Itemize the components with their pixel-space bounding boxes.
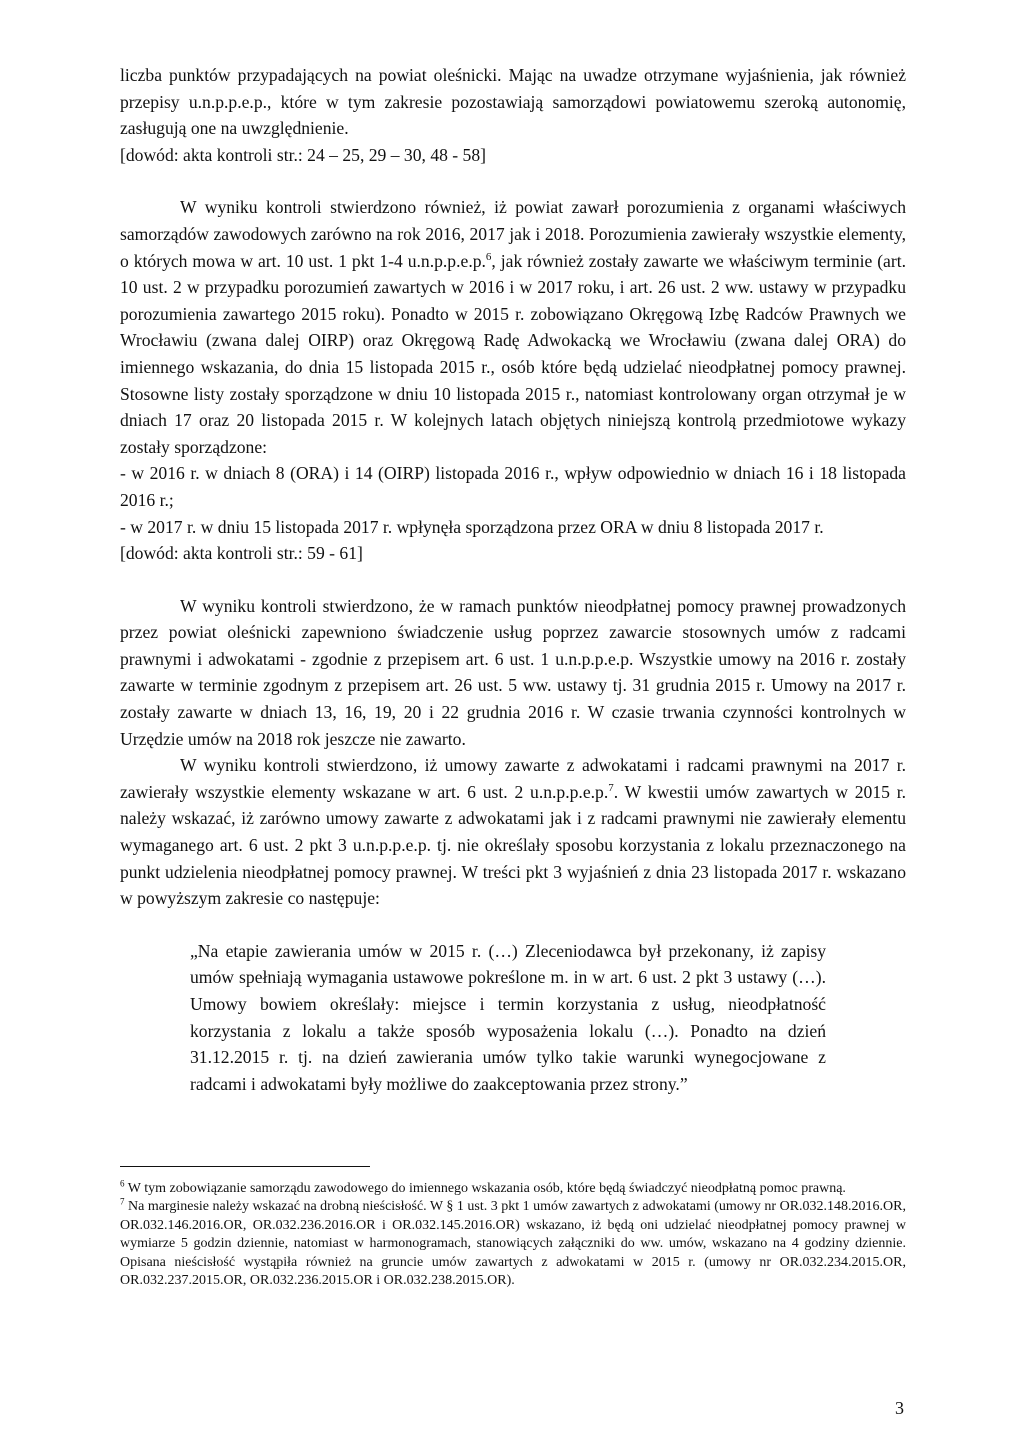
footnote-text: W tym zobowiązanie samorządu zawodowego do imiennego wskazania osób, które będą świadczyć nieodpłatną pomoc prawną. — [124, 1181, 846, 1196]
paragraph-text: , jak również zostały zawarte we właściwym terminie (art. 10 ust. 2 w przypadku porozumień zawartych w 2016 i w 2017 roku, i art. 26 ust. 2 ww. ustawy w przypadku porozumienia zawartego 2015 roku). Ponadto w 2015 r. zobowiązano Okręgową Izbę Radców Prawnych we Wrocławiu (zwana dalej OIRP) oraz Okręgową Radę Adwokacką we Wrocławiu (zwana dalej ORA) do imiennego wskazania, do dnia 15 listopada 2015 r., osób które będą udzielać nieodpłatnej pomocy prawnej. Stosowne listy zostały sporządzone w dniu 10 listopada 2015 r., natomiast kontrolowany organ otrzymał je w dniach 17 oraz 20 listopada 2015 r. W kolejnych latach objętych niniejszą kontrolą przedmiotowe wykazy zostały sporządzone: — [120, 250, 907, 457]
paragraph-contract-elements — [120, 752, 906, 912]
paragraph-text: . W kwestii umów zawartych w 2015 r. należy wskazać, iż zarówno umowy zawarte z adwokatami jak i z radcami prawnymi nie zawierały elementu wymaganego art. 6 ust. 2 pkt 3 u.n.p.p.e.p. tj. nie określały sposobu korzystania z lokalu przeznaczonego na punkt udzielenia nieodpłatnej pomocy prawnej. W treści pkt 3 wyjaśnień z dnia 23 listopada 2017 r. wskazano w powyższym zakresie co następuje: — [120, 781, 906, 909]
block-quote: „Na etapie zawierania umów w 2015 r. (…) Zleceniodawca był przekonany, iż zapisy umów spełniają wymagania ustawowe pokreślone m. in w art. 6 ust. 2 pkt 3 ustawy (…). Umowy bowiem określały: miejsce i termin korzystania z usług, nieodpłatność korzystania z lokalu a także sposób wyposażenia lokalu (…). Ponadto na dzień 31.12.2015 r. tj. na dzień zawierania umów tylko takie warunki wynegocjowane z radcami i adwokatami były możliwe do zaakceptowania przez strony.” — [190, 940, 826, 1094]
paragraph-continuation: liczba punktów przypadających na powiat oleśnicki. Mając na uwadze otrzymane wyjaśnienia, jak również przepisy u.n.p.p.e.p., które w tym zakresie pozostawiają samorządowi powiatowemu szeroką autonomię, zasługują one na uwzględnienie. — [120, 65, 906, 139]
footnotes — [120, 1180, 906, 1290]
footnote-separator — [120, 1166, 370, 1167]
paragraph-gap — [120, 168, 906, 194]
page-number: 3 — [895, 1398, 904, 1418]
footnote-text: Na marginesie należy wskazać na drobną nieścisłość. W § 1 ust. 3 pkt 1 umów zawartych z adwokatami (umowy nr OR.032.148.2016.OR, OR.032.146.2016.OR, OR.032.236.2016.OR i OR.032.145.2016.OR) wskazano, iż będą oni udzielać nieodpłatnej pomocy prawnej w wymiarze 5 godzin dziennie, natomiast w harmonogramach, stanowiących załączniki do ww. umów, wskazano na 4 godziny dziennie. Opisana nieścisłość wystąpiła również na gruncie umów zawartych z adwokatami w 2015 r. (umowy nr OR.032.234.2015.OR, OR.032.237.2015.OR, OR.032.236.2015.OR i OR.032.238.2015.OR). — [120, 1199, 906, 1289]
document-body — [120, 62, 906, 1097]
footnote-item — [120, 1198, 906, 1290]
list-item: - w 2017 r. w dniu 15 listopada 2017 r. wpłynęła sporządzona przez ORA w dniu 8 listopada 2017 r. — [120, 516, 824, 537]
evidence-reference: [dowód: akta kontroli str.: 24 – 25, 29 – 30, 48 - 58] — [120, 144, 487, 165]
footnote-ref-7[interactable]: 7 — [608, 781, 614, 794]
paragraph-contracts: W wyniku kontroli stwierdzono, że w ramach punktów nieodpłatnej pomocy prawnej prowadzonych przez powiat oleśnicki zapewniono świadczenie usług poprzez zawarcie stosownych umów z radcami prawnymi i adwokatami - zgodnie z przepisem art. 6 ust. 1 u.n.p.p.e.p. Wszystkie umowy na 2016 r. zostały zawarte w terminie zgodnym z przepisem art. 26 ust. 5 ww. ustawy tj. 31 grudnia 2015 r. Umowy na 2017 r. zostały zawarte w dniach 13, 16, 19, 20 i 22 grudnia 2016 r. W czasie trwania czynności kontrolnych w Urzędzie umów na 2018 rok jeszcze nie zawarto. — [120, 595, 906, 749]
paragraph-gap — [120, 912, 906, 938]
paragraph-agreements — [120, 194, 906, 460]
paragraph-gap — [120, 567, 906, 593]
paragraph-text: W wyniku kontroli stwierdzono, iż umowy zawarte z adwokatami i radcami prawnymi na 2017 r. zawierały wszystkie elementy wskazane w art. 6 ust. 2 u.n.p.p.e.p. — [120, 755, 906, 802]
footnote-ref-6[interactable]: 6 — [485, 250, 492, 263]
paragraph-text: W wyniku kontroli stwierdzono również, iż powiat zawarł porozumienia z organami właściwych samorządów zawodowych zarówno na rok 2016, 2017 jak i 2018. Porozumienia zawierały wszystkie elementy, o których mowa w art. 10 ust. 1 pkt 1-4 u.n.p.p.e.p. — [120, 197, 906, 271]
footnote-item — [120, 1180, 906, 1198]
list-item: - w 2016 r. w dniach 8 (ORA) i 14 (OIRP) listopada 2016 r., wpływ odpowiednio w dniach 16 i 18 listopada 2016 r.; — [120, 463, 906, 510]
footnote-number: 7 — [120, 1196, 125, 1207]
footnote-number: 6 — [120, 1178, 125, 1189]
evidence-reference: [dowód: akta kontroli str.: 59 - 61] — [120, 543, 363, 564]
